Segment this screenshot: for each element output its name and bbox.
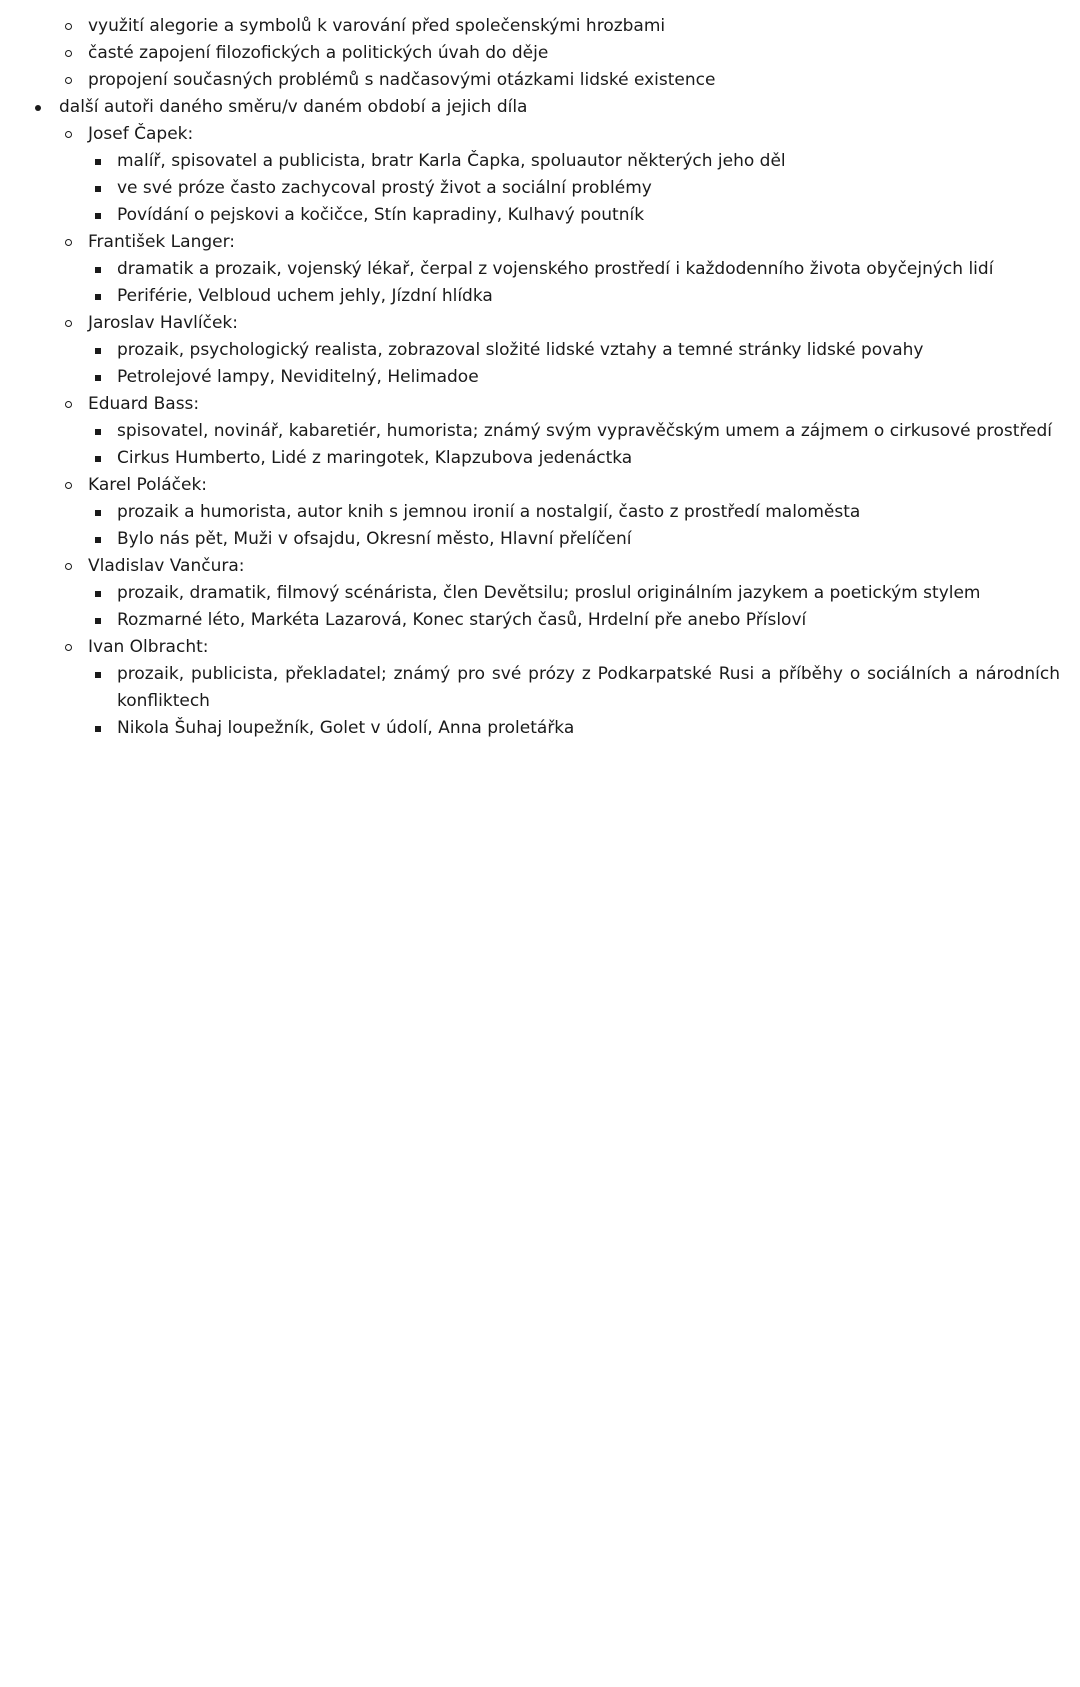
detail-item bbox=[0, 283, 1060, 310]
detail-text: prozaik, publicista, překladatel; známý pro své prózy z Podkarpatské Rusi a příběhy o sociálních a národních konfliktech bbox=[117, 664, 1060, 711]
author-item bbox=[0, 634, 1060, 661]
author-name: Vladislav Vančura: bbox=[88, 556, 245, 576]
author-item bbox=[0, 472, 1060, 499]
author-item bbox=[0, 310, 1060, 337]
square-bullet-icon bbox=[95, 159, 101, 165]
detail-text: prozaik, dramatik, filmový scénárista, člen Devětsilu; proslul originálním jazykem a poetickým stylem bbox=[117, 583, 981, 603]
detail-text: prozaik, psychologický realista, zobrazoval složité lidské vztahy a temné stránky lidské povahy bbox=[117, 340, 924, 360]
author-details-list bbox=[0, 418, 1060, 472]
detail-text: Nikola Šuhaj loupežník, Golet v údolí, Anna proletářka bbox=[117, 718, 575, 738]
author-item bbox=[0, 229, 1060, 256]
detail-item bbox=[0, 337, 1060, 364]
author-details-wrapper bbox=[0, 337, 1060, 391]
square-bullet-icon bbox=[95, 618, 101, 624]
author-details-list bbox=[0, 499, 1060, 553]
detail-text: dramatik a prozaik, vojenský lékař, čerpal z vojenského prostředí i každodenního života obyčejných lidí bbox=[117, 259, 994, 279]
circle-bullet-icon bbox=[65, 320, 72, 327]
detail-item bbox=[0, 526, 1060, 553]
document-body bbox=[0, 0, 1080, 742]
author-name: Eduard Bass: bbox=[88, 394, 200, 414]
author-details-wrapper bbox=[0, 148, 1060, 229]
circle-bullet-icon bbox=[65, 239, 72, 246]
detail-item bbox=[0, 256, 1060, 283]
author-name: Karel Poláček: bbox=[88, 475, 208, 495]
square-bullet-icon bbox=[95, 375, 101, 381]
author-details-list bbox=[0, 337, 1060, 391]
detail-text: Cirkus Humberto, Lidé z maringotek, Klapzubova jedenáctka bbox=[117, 448, 633, 468]
section-list bbox=[0, 94, 1060, 121]
square-bullet-icon bbox=[95, 672, 101, 678]
list-item bbox=[0, 40, 1060, 67]
square-bullet-icon bbox=[95, 429, 101, 435]
section-title: další autoři daného směru/v daném období a jejich díla bbox=[59, 97, 528, 117]
authors-list bbox=[0, 121, 1060, 742]
author-name: František Langer: bbox=[88, 232, 236, 252]
author-details-wrapper bbox=[0, 418, 1060, 472]
square-bullet-icon bbox=[95, 294, 101, 300]
circle-bullet-icon bbox=[65, 644, 72, 651]
author-details-list bbox=[0, 256, 1060, 310]
detail-item bbox=[0, 580, 1060, 607]
detail-text: prozaik a humorista, autor knih s jemnou ironií a nostalgií, často z prostředí maloměsta bbox=[117, 502, 861, 522]
list-item-text: využití alegorie a symbolů k varování před společenskými hrozbami bbox=[88, 16, 666, 36]
detail-item bbox=[0, 607, 1060, 634]
square-bullet-icon bbox=[95, 186, 101, 192]
detail-text: spisovatel, novinář, kabaretiér, humorista; známý svým vypravěčským umem a zájmem o cirkusové prostředí bbox=[117, 421, 1052, 441]
detail-text: Povídání o pejskovi a kočičce, Stín kapradiny, Kulhavý poutník bbox=[117, 205, 645, 225]
author-item bbox=[0, 121, 1060, 148]
detail-item bbox=[0, 364, 1060, 391]
intro-list bbox=[0, 13, 1060, 94]
author-details-wrapper bbox=[0, 661, 1060, 742]
author-details-list bbox=[0, 661, 1060, 742]
circle-bullet-icon bbox=[65, 563, 72, 570]
detail-item bbox=[0, 202, 1060, 229]
detail-item bbox=[0, 661, 1060, 715]
detail-item bbox=[0, 175, 1060, 202]
author-details-wrapper bbox=[0, 499, 1060, 553]
author-details-wrapper bbox=[0, 256, 1060, 310]
square-bullet-icon bbox=[95, 726, 101, 732]
detail-text: malíř, spisovatel a publicista, bratr Karla Čapka, spoluautor některých jeho děl bbox=[117, 151, 786, 171]
detail-text: Petrolejové lampy, Neviditelný, Helimadoe bbox=[117, 367, 479, 387]
detail-item bbox=[0, 715, 1060, 742]
detail-item bbox=[0, 418, 1060, 445]
detail-item bbox=[0, 499, 1060, 526]
author-name: Ivan Olbracht: bbox=[88, 637, 209, 657]
author-item bbox=[0, 391, 1060, 418]
square-bullet-icon bbox=[95, 537, 101, 543]
detail-text: Rozmarné léto, Markéta Lazarová, Konec starých časů, Hrdelní pře anebo Přísloví bbox=[117, 610, 807, 630]
disc-bullet-icon bbox=[35, 105, 41, 111]
square-bullet-icon bbox=[95, 348, 101, 354]
detail-text: Periférie, Velbloud uchem jehly, Jízdní hlídka bbox=[117, 286, 493, 306]
author-name: Jaroslav Havlíček: bbox=[88, 313, 238, 333]
circle-bullet-icon bbox=[65, 401, 72, 408]
author-details-list bbox=[0, 148, 1060, 229]
circle-bullet-icon bbox=[65, 23, 72, 30]
author-details-wrapper bbox=[0, 580, 1060, 634]
circle-bullet-icon bbox=[65, 482, 72, 489]
list-item bbox=[0, 67, 1060, 94]
detail-item bbox=[0, 445, 1060, 472]
square-bullet-icon bbox=[95, 213, 101, 219]
detail-text: Bylo nás pět, Muži v ofsajdu, Okresní město, Hlavní přelíčení bbox=[117, 529, 632, 549]
author-item bbox=[0, 553, 1060, 580]
author-details-list bbox=[0, 580, 1060, 634]
author-name: Josef Čapek: bbox=[88, 124, 194, 144]
circle-bullet-icon bbox=[65, 131, 72, 138]
detail-item bbox=[0, 148, 1060, 175]
square-bullet-icon bbox=[95, 591, 101, 597]
list-item-text: časté zapojení filozofických a politických úvah do děje bbox=[88, 43, 549, 63]
section-heading-item bbox=[0, 94, 1060, 121]
square-bullet-icon bbox=[95, 510, 101, 516]
square-bullet-icon bbox=[95, 456, 101, 462]
detail-text: ve své próze často zachycoval prostý život a sociální problémy bbox=[117, 178, 652, 198]
list-item bbox=[0, 13, 1060, 40]
circle-bullet-icon bbox=[65, 77, 72, 84]
list-item-text: propojení současných problémů s nadčasovými otázkami lidské existence bbox=[88, 70, 716, 90]
circle-bullet-icon bbox=[65, 50, 72, 57]
square-bullet-icon bbox=[95, 267, 101, 273]
